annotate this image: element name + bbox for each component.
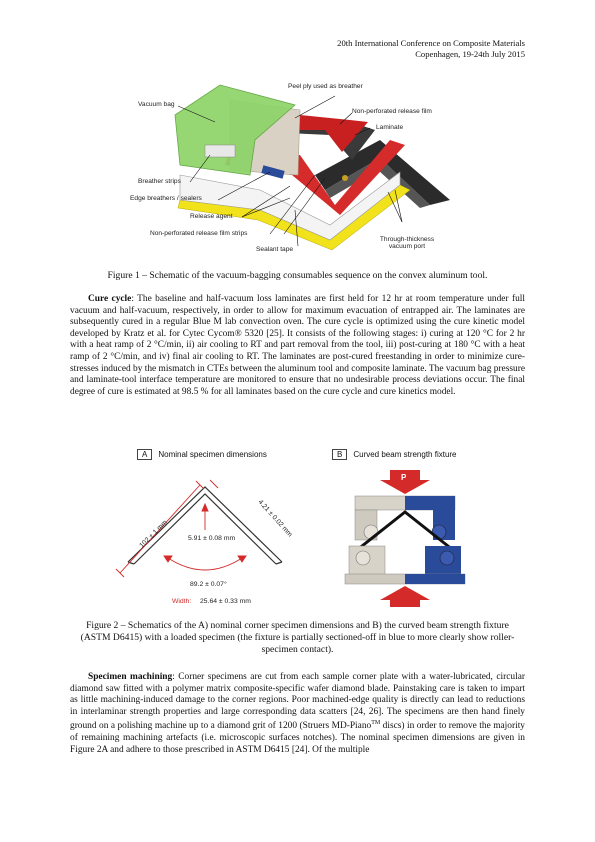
conference-location: Copenhagen, 19-24th July 2015: [415, 49, 525, 59]
label-vacuum-bag: Vacuum bag: [138, 101, 175, 108]
figure-1-caption: Figure 1 – Schematic of the vacuum-bagging consumables sequence on the convex aluminum tool.: [107, 270, 488, 281]
load-label-p: P: [401, 473, 407, 482]
label-laminate: Laminate: [376, 124, 404, 131]
figure-2a-title-text: Nominal specimen dimensions: [158, 450, 267, 459]
specimen-right-end: [276, 562, 282, 564]
label-breather-strips: Breather strips: [138, 178, 181, 185]
label-release-agent: Release agent: [190, 213, 233, 220]
figure-1-vacuum-bag-schematic: [120, 80, 460, 262]
figure-2a-specimen-diagram: [110, 470, 310, 610]
dim-leg-length-label: 102 ± 1 mm: [138, 519, 169, 550]
specimen-machining-text-1: : Corner specimens are cut from each sample corner plate with a water-lubricated, circular diamond saw fitted with a polymer matrix composite-specific wafer diamond blade. Painstaking care is taken to impart as little machining-induced damage to the corner regions. Poor machined-edge quality is directly can lead to reductions in interlaminar strength properties and large corresponding data scatters [24, 26]. The specimens are then hand finely ground on a polishing machine up to a diamond grit of 1200 (Struers MD-Piano: [70, 672, 525, 732]
label-peel-ply: Peel ply used as breather: [288, 83, 363, 90]
load-arrow-bottom: [380, 586, 430, 607]
figure-2a-title: [137, 449, 267, 460]
label-sealant-tape: Sealant tape: [256, 246, 294, 253]
conference-header: [337, 38, 525, 60]
specimen-machining-heading: Specimen machining: [88, 672, 173, 682]
figure-2a-letter: A: [137, 449, 152, 460]
width-value: 25.64 ± 0.33 mm: [200, 598, 251, 605]
label-vacuum-port-line1: Through-thickness: [379, 236, 435, 243]
label-vacuum-port-line2: vacuum port: [388, 243, 426, 250]
bottom-base-section-blue: [405, 574, 465, 584]
cure-cycle-paragraph: [70, 294, 525, 398]
top-fixture-section-blue: [405, 496, 455, 510]
width-label: Width:: [172, 598, 192, 605]
dim-thickness-line: [210, 480, 218, 488]
trademark-sup: TM: [371, 720, 381, 727]
cure-cycle-text: : The baseline and half-vacuum loss laminates are first held for 12 hr at room temperature under full vacuum and half-vacuum, respectively, in order to allow for maximum evacuation of entrapped air. The laminates are subsequently cured in a regular Blue M lab convection oven. The cure cycle is optimized using the cure kinetic model developed by Kratz et al. for Cytec Cycom® 5320 [25]. It consists of the following stages: i) curing at 120 °C for 2 hr with a heat ramp of 2 °C/min, ii) air cooling to RT and part removal from the tool, iii) post-curing at 180 °C with a heat ramp of 2 °C/min, and iv) final air cooling to RT. The laminates are post-cured freestanding in order to minimize cure-stresses induced by the mismatch in CTEs between the aluminum tool and composite laminate. The vacuum bag pressure and laminate-tool interface temperature are monitored to ensure that no undesirable process deviations occur. The final degree of cure is estimated at 98.5 % for all laminates based on the cure cycle and cure kinetics model.: [70, 294, 525, 397]
cure-cycle-heading: Cure cycle: [88, 294, 132, 304]
dim-inner-radius-arrow: [202, 504, 208, 511]
specimen-machining-text-2: discs) in order to remove the majority of remaining machining artefacts (i.e. microscopic surfaces notches). The nominal specimen dimensions are given in Figure 2A and adhere to those prescribed in ASTM D6415 [24]. Of the multiple: [70, 721, 525, 755]
label-vacuum-port: [376, 236, 438, 250]
figure-2b-title-text: Curved beam strength fixture: [353, 450, 457, 459]
specimen-machining-paragraph: [70, 672, 525, 756]
bottom-left-roller: [356, 551, 370, 565]
label-non-perforated-release-film: Non-perforated release film: [352, 108, 432, 115]
figure-2b-letter: B: [332, 449, 347, 460]
figure-2b-fixture-diagram: [335, 466, 475, 608]
vacuum-port-icon: [342, 175, 348, 181]
dim-inner-radius-label: 5.91 ± 0.08 mm: [188, 535, 236, 542]
conference-name: 20th International Conference on Composite Materials: [337, 38, 525, 48]
figure-2-caption: Figure 2 – Schematics of the A) nominal corner specimen dimensions and B) the curved beam strength fixture (ASTM D6415) with a loaded specimen (the fixture is partially sectioned-off in blue to more clearly show roller-specimen contact).: [80, 620, 515, 655]
label-edge-breathers: Edge breathers / sealers: [130, 195, 202, 202]
figure-2b-title: [332, 449, 457, 460]
dim-thickness-label: 4.21 ± 0.02 mm: [256, 498, 294, 539]
bottom-right-roller: [440, 551, 454, 565]
dim-angle-arrow-left: [164, 556, 172, 562]
dim-angle-arc: [168, 558, 242, 570]
dim-angle-label: 89.2 ± 0.07°: [190, 581, 227, 588]
label-release-film-strips: Non-perforated release film strips: [150, 230, 248, 237]
dim-angle-arrow-right: [238, 556, 246, 562]
